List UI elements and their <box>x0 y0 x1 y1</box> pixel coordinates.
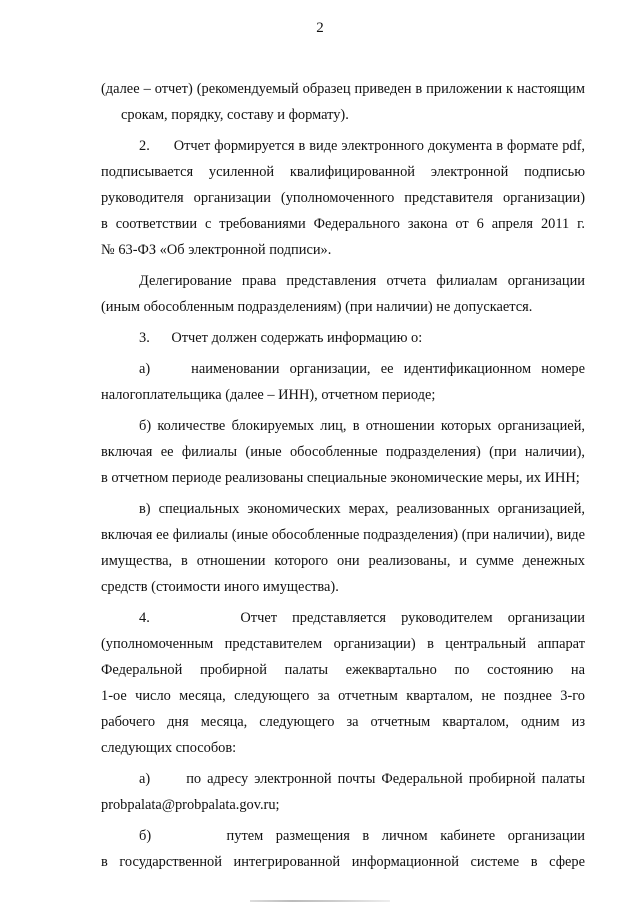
paragraph-subitem-b <box>101 413 585 491</box>
paragraph-subitem-v <box>101 496 585 600</box>
text-line: рабочего дня месяца, следующего за отчетным кварталом, одним из <box>101 714 585 730</box>
text-line: в отчетном периоде реализованы специальные экономические меры, их ИНН; <box>101 470 580 486</box>
text-line: б) путем размещения в личном кабинете организации <box>139 828 585 844</box>
paragraph-item-4 <box>101 605 585 761</box>
text-line: налогоплательщика (далее – ИНН), отчетном периоде; <box>101 387 436 403</box>
page-number: 2 <box>316 20 324 36</box>
paragraph-item-3 <box>101 325 585 351</box>
paragraph-delegation <box>101 268 585 320</box>
paragraph-method-b <box>101 823 585 875</box>
text-line: 3. Отчет должен содержать информацию о: <box>139 330 423 346</box>
text-line: срокам, порядку, составу и формату). <box>121 107 349 123</box>
text-line: (далее – отчет) (рекомендуемый образец приведен в приложении к настоящим <box>101 81 585 97</box>
paragraph-report-definition <box>101 76 585 128</box>
text-line: в государственной интегрированной информационной системе в сфере <box>101 854 585 870</box>
text-line: подписывается усиленной квалифицированной электронной подписью <box>101 164 585 180</box>
text-line: Федеральной пробирной палаты ежеквартально по состоянию на <box>101 662 585 678</box>
text-line: руководителя организации (уполномоченного представителя организации) <box>101 190 585 206</box>
paragraph-item-2 <box>101 133 585 263</box>
text-line: (иным обособленным подразделениям) (при наличии) не допускается. <box>101 299 533 315</box>
email-address: probpalata@probpalata.gov.ru; <box>101 797 280 813</box>
paragraph-method-a <box>101 766 585 818</box>
text-line: средств (стоимости иного имущества). <box>101 579 339 595</box>
text-line: в) специальных экономических мерах, реализованных организацией, <box>139 501 585 517</box>
text-line: а) по адресу электронной почты Федеральной пробирной палаты <box>139 771 585 787</box>
text-line: (уполномоченным представителем организации) в центральный аппарат <box>101 636 585 652</box>
paragraph-subitem-a <box>101 356 585 408</box>
text-line: включая ее филиалы (иные обособленные подразделения) (при наличии), <box>101 444 585 460</box>
document-body <box>101 76 585 875</box>
text-line: а) наименовании организации, ее идентификационном номере <box>139 361 585 377</box>
text-line: 4. Отчет представляется руководителем организации <box>139 610 585 626</box>
text-line: включая ее филиалы (иные обособленные подразделения) (при наличии), виде <box>101 527 585 543</box>
text-line: в соответствии с требованиями Федерального закона от 6 апреля 2011 г. <box>101 216 585 232</box>
text-line: Делегирование права представления отчета филиалам организации <box>139 273 585 289</box>
text-line: 1-ое число месяца, следующего за отчетным кварталом, не позднее 3-го <box>101 688 585 704</box>
text-line: № 63-ФЗ «Об электронной подписи». <box>101 242 332 258</box>
text-line: 2. Отчет формируется в виде электронного документа в формате pdf, <box>139 138 585 154</box>
scan-artifact <box>250 900 390 902</box>
text-line: имущества, в отношении которого они реализованы, и сумме денежных <box>101 553 585 569</box>
text-line: следующих способов: <box>101 740 237 756</box>
text-line: б) количестве блокируемых лиц, в отношении которых организацией, <box>139 418 585 434</box>
